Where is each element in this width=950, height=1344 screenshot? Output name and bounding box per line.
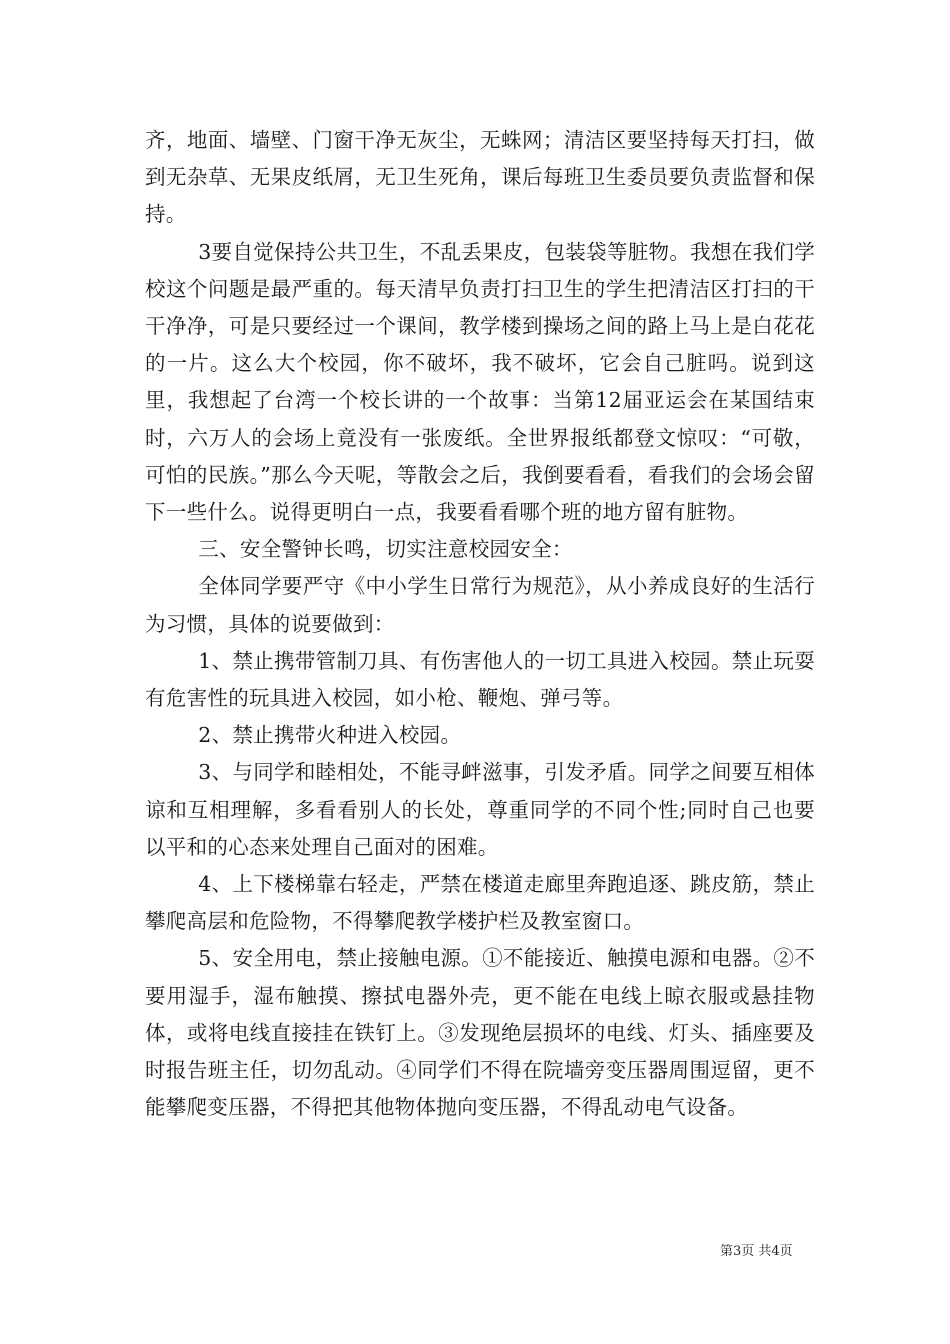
paragraph-4: 全体同学要严守《中小学生日常行为规范》，从小养成良好的生活行为习惯，具体的说要做到：: [145, 574, 815, 636]
document-body: [145, 122, 815, 1126]
rule-item-4: 4、上下楼梯靠右轻走，严禁在楼道走廊里奔跑追逐、跳皮筋，禁止攀爬高层和危险物，不得攀爬教学楼护栏及教室窗口。: [145, 872, 815, 934]
section-heading-safety: 三、安全警钟长鸣，切实注意校园安全：: [198, 537, 573, 562]
paragraph-1: 齐，地面、墙壁、门窗干净无灰尘，无蛛网；清洁区要坚持每天打扫，做到无杂草、无果皮纸屑，无卫生死角，课后每班卫生委员要负责监督和保持。: [145, 128, 815, 227]
paragraph-2: 3要自觉保持公共卫生，不乱丢果皮，包装袋等脏物。我想在我们学校这个问题是最严重的。每天清早负责打扫卫生的学生把清洁区打扫的干干净净，可是只要经过一个课间，教学楼到操场之间的路上马上是白花花的一片。这么大个校园，你不破坏，我不破坏，它会自己脏吗。说到这里，我想起了台湾一个校长讲的一个故事：当第12届亚运会在某国结束时，六万人的会场上竟没有一张废纸。全世界报纸都登文惊叹：“可敬，可怕的民族。”那么今天呢，等散会之后，我倒要看看，看我们的会场会留下一些什么。说得更明白一点，我要看看哪个班的地方留有脏物。: [145, 239, 815, 525]
page-number: 第3页 共4页: [720, 1244, 793, 1259]
rule-item-2: 2、禁止携带火种进入校园。: [198, 723, 462, 748]
rule-item-1: 1、禁止携带管制刀具、有伤害他人的一切工具进入校园。禁止玩耍有危害性的玩具进入校园，如小枪、鞭炮、弹弓等。: [145, 648, 815, 711]
rule-item-5: 5、安全用电，禁止接触电源。①不能接近、触摸电源和电器。②不要用湿手，湿布触摸、擦拭电器外壳，更不能在电线上晾衣服或悬挂物体，或将电线直接挂在铁钉上。③发现绝层损坏的电线、灯头、插座要及时报告班主任，切勿乱动。④同学们不得在院墙旁变压器周围逗留，更不能攀爬变压器，不得把其他物体抛向变压器，不得乱动电气设备。: [145, 946, 815, 1120]
rule-item-3: 3、与同学和睦相处，不能寻衅滋事，引发矛盾。同学之间要互相体谅和互相理解，多看看别人的长处，尊重同学的不同个性;同时自己也要以平和的心态来处理自己面对的困难。: [145, 760, 815, 859]
